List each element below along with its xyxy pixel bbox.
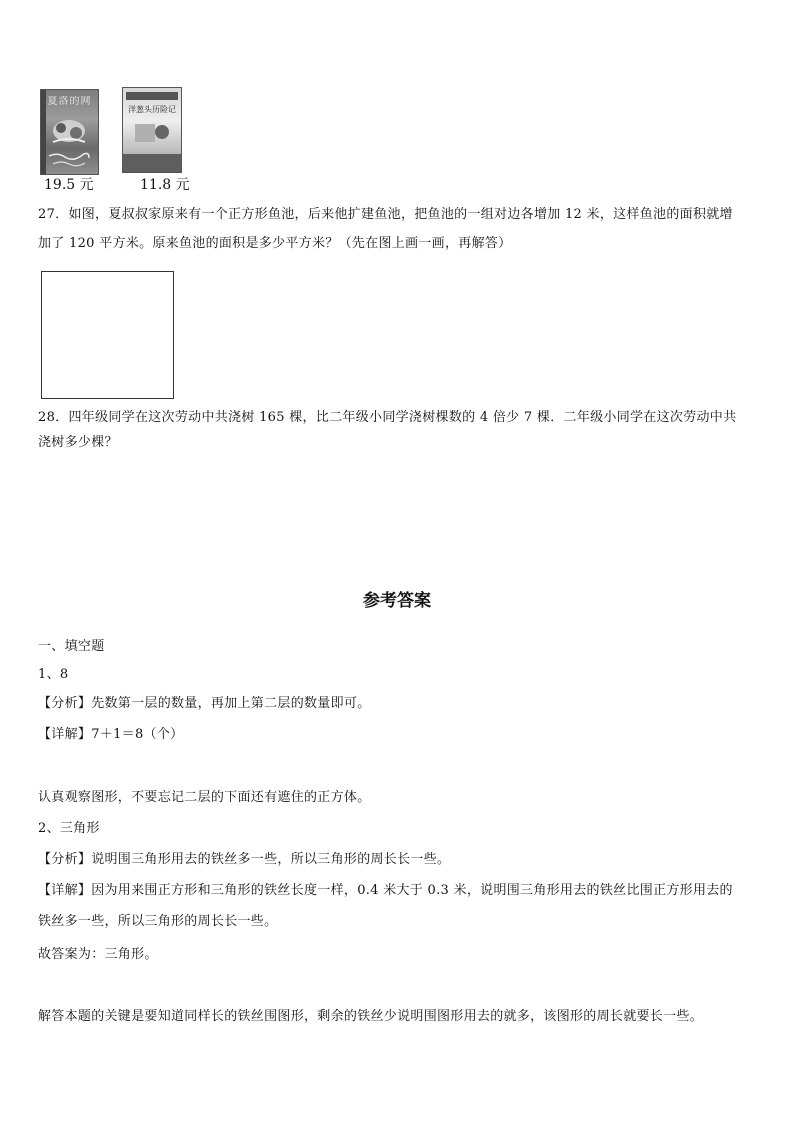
answers-title: 参考答案 bbox=[363, 591, 431, 611]
answer-1-note: 认真观察图形，不要忘记二层的下面还有遮住的正方体。 bbox=[38, 790, 371, 805]
question-27 bbox=[38, 206, 760, 254]
book-title: 洋葱头历险记 bbox=[128, 105, 176, 114]
question-28-line-1: 28．四年级同学在这次劳动中共浇树 165 棵，比二年级小同学浇树棵数的 4 倍少 7 棵．二年级小同学在这次劳动中共 bbox=[38, 410, 737, 425]
book-title: 夏洛的网 bbox=[47, 96, 92, 107]
answer-2-number: 2、三角形 bbox=[38, 821, 100, 836]
question-27-line-2: 加了 120 平方米。原来鱼池的面积是多少平方米？（先在图上画一画，再解答） bbox=[38, 235, 512, 251]
book-price-1: 19.5 元 bbox=[44, 177, 94, 193]
answer-2-detail-line-2: 铁丝多一些，所以三角形的周长长一些。 bbox=[38, 914, 278, 929]
book-illustration-icon bbox=[49, 116, 89, 146]
book-subtitle-scribble-icon bbox=[47, 150, 91, 168]
book-price-2: 11.8 元 bbox=[140, 177, 190, 193]
section-fill-blank: 一、填空题 bbox=[38, 639, 105, 654]
book-banner bbox=[126, 92, 178, 100]
answer-1-number: 1、8 bbox=[38, 667, 69, 682]
question-28 bbox=[38, 409, 760, 453]
question-28-line-2: 浇树多少棵？ bbox=[38, 434, 118, 450]
answer-2-detail-line-1: 【详解】因为用来围正方形和三角形的铁丝长度一样，0.4 米大于 0.3 米，说明围三角形用去的铁丝比围正方形用去的 bbox=[38, 883, 733, 898]
answer-2-analysis: 【分析】说明围三角形用去的铁丝多一些，所以三角形的周长长一些。 bbox=[38, 852, 451, 867]
answer-2-conclusion: 故答案为：三角形。 bbox=[38, 947, 158, 962]
answer-1-detail: 【详解】7＋1＝8（个） bbox=[38, 727, 184, 742]
book-illustration-icon bbox=[133, 118, 171, 146]
answer-2-note: 解答本题的关键是要知道同样长的铁丝围图形，剩余的铁丝少说明围图形用去的就多，该图形的周长就要长一些。 bbox=[38, 1009, 704, 1024]
book-bottom-band bbox=[123, 154, 181, 172]
question-27-line-1: 27．如图，夏叔叔家原来有一个正方形鱼池，后来他扩建鱼池，把鱼池的一组对边各增加 12 米，这样鱼池的面积就增 bbox=[38, 207, 733, 222]
book-cover-onion bbox=[122, 87, 182, 173]
answer-1-analysis: 【分析】先数第一层的数量，再加上第二层的数量即可。 bbox=[38, 696, 371, 711]
book-cover-charlottes-web bbox=[40, 89, 99, 175]
fish-pond-square-figure bbox=[41, 271, 174, 399]
